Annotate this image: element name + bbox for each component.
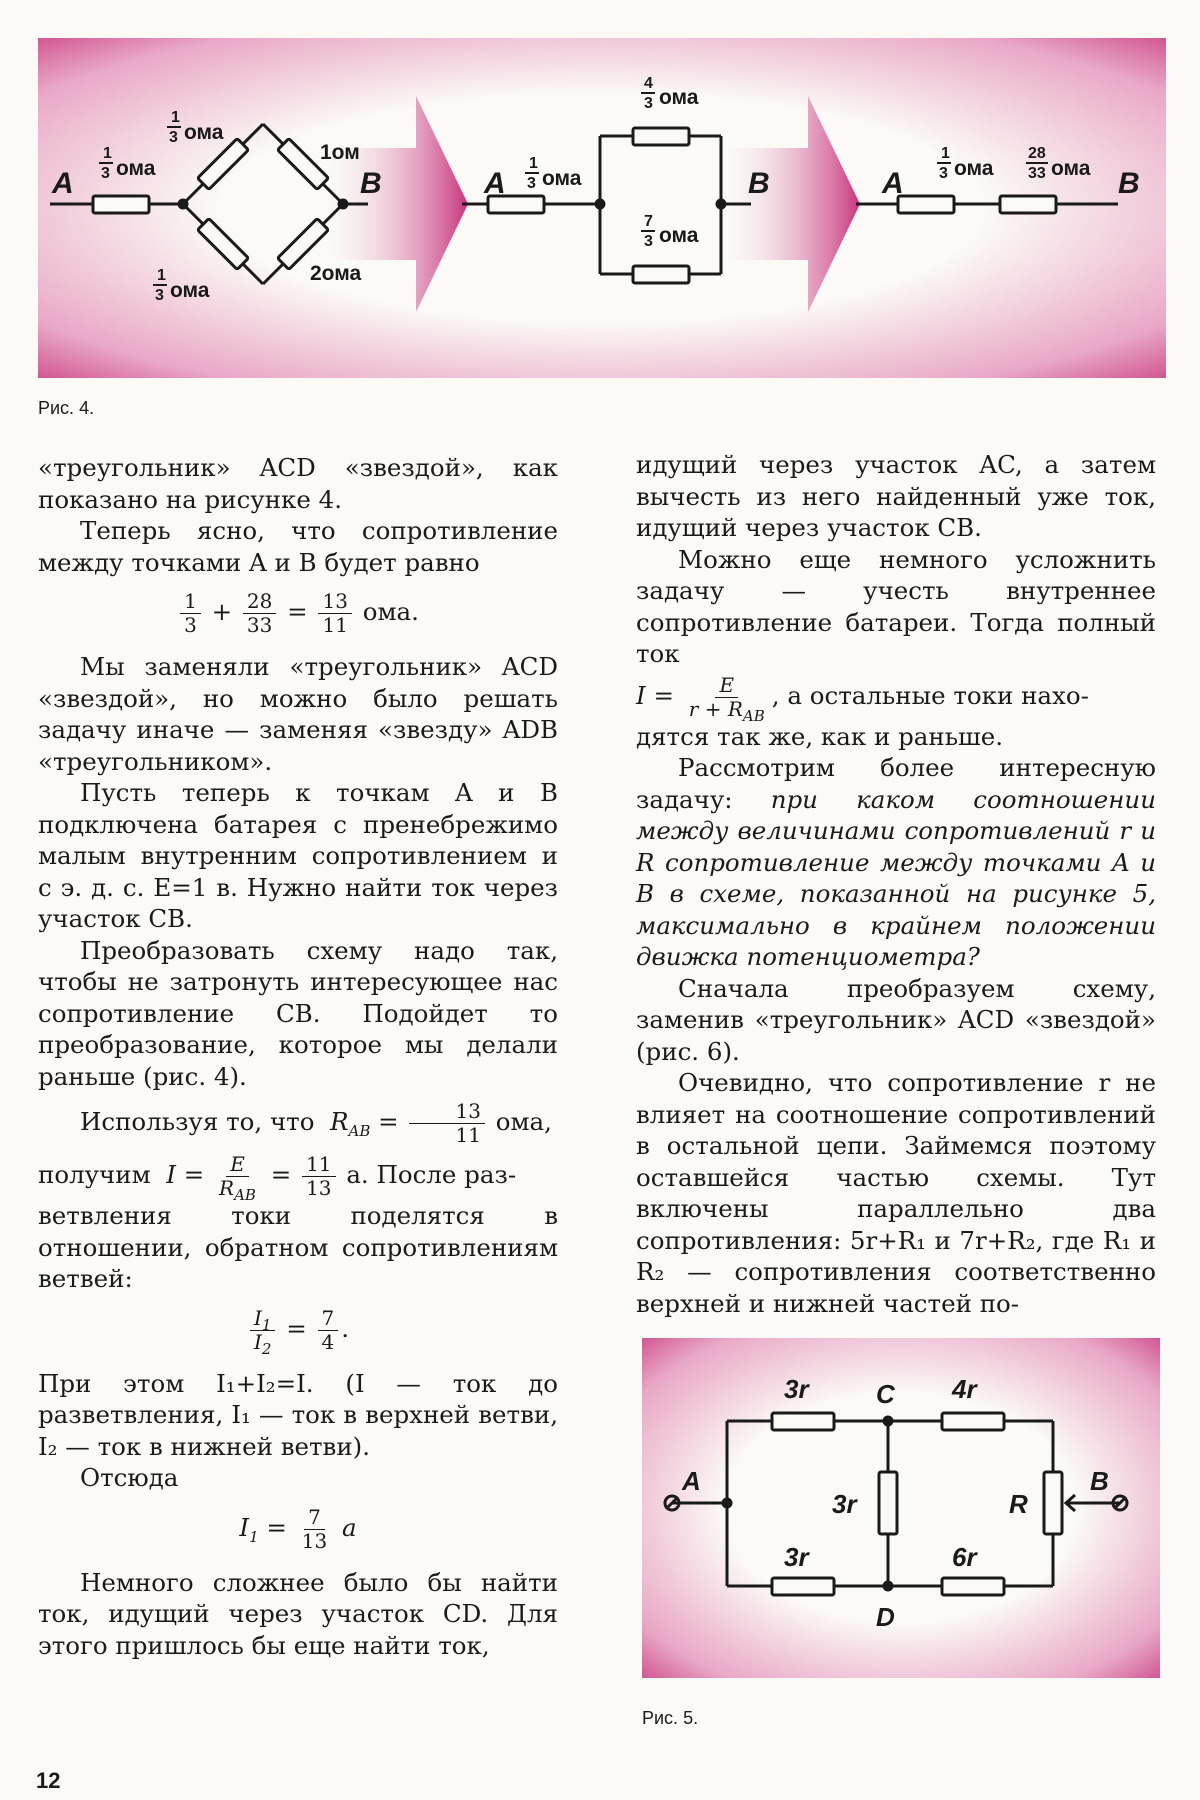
r-middle-label: 3r xyxy=(832,1489,857,1519)
figure-4-caption: Рис. 4. xyxy=(38,398,95,418)
r-top-left-label: 3r xyxy=(784,1374,809,1404)
right-paragraph-5: Сначала преобразуем схему, заменив «треугольник» ACD «звездой» (рис. 6). xyxy=(636,973,1156,1066)
svg-text:ома: ома xyxy=(542,167,582,190)
svg-text:7: 7 xyxy=(644,213,653,230)
svg-text:3: 3 xyxy=(939,165,948,182)
svg-text:A: A xyxy=(484,167,506,200)
left-paragraph-8: ветвления токи поделятся в отношении, обратном сопротивлениям ветвей: xyxy=(38,1201,558,1293)
left-paragraph-9: При этом I₁+I₂=I. (I — ток до разветвления, I₁ — ток в верхней ветви, I₂ — ток в нижней ветви). xyxy=(38,1368,558,1461)
svg-text:ома: ома xyxy=(170,279,210,302)
r-in-unit: ома xyxy=(116,157,156,180)
r-in-den: 3 xyxy=(101,165,110,182)
formula-i1: $I_1$ = $\frac{7}{13}$ a xyxy=(239,1504,357,1553)
node-b-label: B xyxy=(1090,1466,1109,1496)
svg-text:ома: ома xyxy=(659,224,699,247)
right-column xyxy=(636,449,1156,1319)
formula-current-ratio: $\frac{I_1}{I_2}$ = $\frac{7}{4}$ . xyxy=(38,1307,558,1354)
svg-text:ома: ома xyxy=(659,86,699,109)
right-paragraph-4: Рассмотрим более интересную задачу: при каком соотношении между величинами сопротивлений r и R сопротивление между точками A и B в схеме, показанной на рисунке 5, максимально в крайнем положении движка потенциометра? xyxy=(636,753,1156,971)
left-paragraph-6: Используя то, что $R_{AB}$ = $\frac{13}{11}$ ома, xyxy=(80,1099,552,1147)
node-a-label: A xyxy=(52,167,74,200)
figure-5 xyxy=(642,1338,1160,1682)
svg-text:ома: ома xyxy=(184,121,224,144)
r-top-right-label: 4r xyxy=(952,1374,977,1404)
node-b-label: B xyxy=(360,167,382,200)
right-paragraph-3: дятся так же, как и раньше. xyxy=(636,721,1004,751)
svg-text:1: 1 xyxy=(941,145,950,162)
svg-text:ома: ома xyxy=(954,157,994,180)
svg-text:33: 33 xyxy=(1028,165,1046,182)
figure-5-diagram xyxy=(642,1338,1160,1678)
potentiometer-label: R xyxy=(1009,1489,1028,1519)
node-c-label: C xyxy=(876,1379,895,1409)
svg-text:1: 1 xyxy=(171,109,180,126)
svg-text:3: 3 xyxy=(644,233,653,250)
left-column xyxy=(38,452,558,1661)
left-paragraph-7: получим I = E $R_{AB}$ = $\frac{11}{13}$ a. После раз- xyxy=(38,1152,517,1204)
r-in-num: 1 xyxy=(103,145,112,162)
left-paragraph-5: Преобразовать схему надо так, чтобы не затронуть интересующее нас сопротивление CB. Подойдет то преобразование, которое мы делали раньше (рис. 4). xyxy=(38,935,558,1091)
r-top-right-label: 1ом xyxy=(320,141,360,164)
page-number: 12 xyxy=(36,1768,61,1793)
left-paragraph-1: «треугольник» ACD «звездой», как показано на рисунке 4. xyxy=(38,453,558,514)
formula-resistance-sum: $\frac{1}{3}$ + $\frac{28}{33}$ = $\frac{13}{11}$ ома. xyxy=(38,590,558,637)
left-paragraph-3: Мы заменяли «треугольник» ACD «звездой», но можно было решать задачу иначе — заменяя «звезду» ADB «треугольником». xyxy=(38,652,558,776)
left-paragraph-4: Пусть теперь к точкам A и B подключена батарея с пренебрежимо малым внутренним сопротивлением и с э. д. с. E=1 в. Нужно найти ток через участок CB. xyxy=(38,778,558,933)
svg-text:4: 4 xyxy=(644,75,653,92)
figure-4 xyxy=(38,38,1166,382)
r-bottom-right-label: 2ома xyxy=(310,262,362,285)
right-formula-line: I = E $r + R_{AB}$ , а остальные токи нахо- xyxy=(636,672,1089,725)
svg-text:B: B xyxy=(1118,167,1140,200)
node-a-label: A xyxy=(682,1466,701,1496)
right-paragraph-2: Можно еще немного усложнить задачу — учесть внутреннее сопротивление батареи. Тогда полный ток xyxy=(636,544,1156,668)
figure-5-background xyxy=(642,1338,1160,1678)
svg-text:3: 3 xyxy=(155,287,164,304)
right-paragraph-1: идущий через участок AC, а затем вычесть из него найденный уже ток, идущий через участок CB. xyxy=(636,450,1156,542)
right-paragraph-6: Очевидно, что сопротивление r не влияет на соотношение сопротивлений в остальной цепи. Займемся поэтому оставшейся частью схемы. Тут включены параллельно два сопротивления: 5r+R₁ и 7r+R₂, где R₁ и R₂ — сопротивления соответственно верхней и нижней частей по- xyxy=(636,1068,1156,1318)
svg-text:3: 3 xyxy=(169,129,178,146)
svg-text:3: 3 xyxy=(644,95,653,112)
left-paragraph-2: Теперь ясно, что сопротивление между точками A и B будет равно xyxy=(38,516,558,577)
svg-text:B: B xyxy=(748,167,770,200)
r-bottom-right-label: 6r xyxy=(952,1542,977,1572)
left-paragraph-11: Немного сложнее было бы найти ток, идущий через участок CD. Для этого пришлось бы еще найти ток, xyxy=(38,1567,558,1660)
node-d-label: D xyxy=(876,1602,895,1632)
svg-text:3: 3 xyxy=(527,175,536,192)
svg-text:28: 28 xyxy=(1028,145,1046,162)
figure-5-caption: Рис. 5. xyxy=(642,1708,699,1728)
svg-text:1: 1 xyxy=(157,267,166,284)
r-bottom-left-label: 3r xyxy=(784,1542,809,1572)
figure-4-diagram xyxy=(38,38,1166,378)
left-paragraph-10: Отсюда xyxy=(80,1463,179,1492)
svg-text:1: 1 xyxy=(529,155,538,172)
svg-text:A: A xyxy=(882,167,904,200)
svg-text:ома: ома xyxy=(1051,157,1091,180)
